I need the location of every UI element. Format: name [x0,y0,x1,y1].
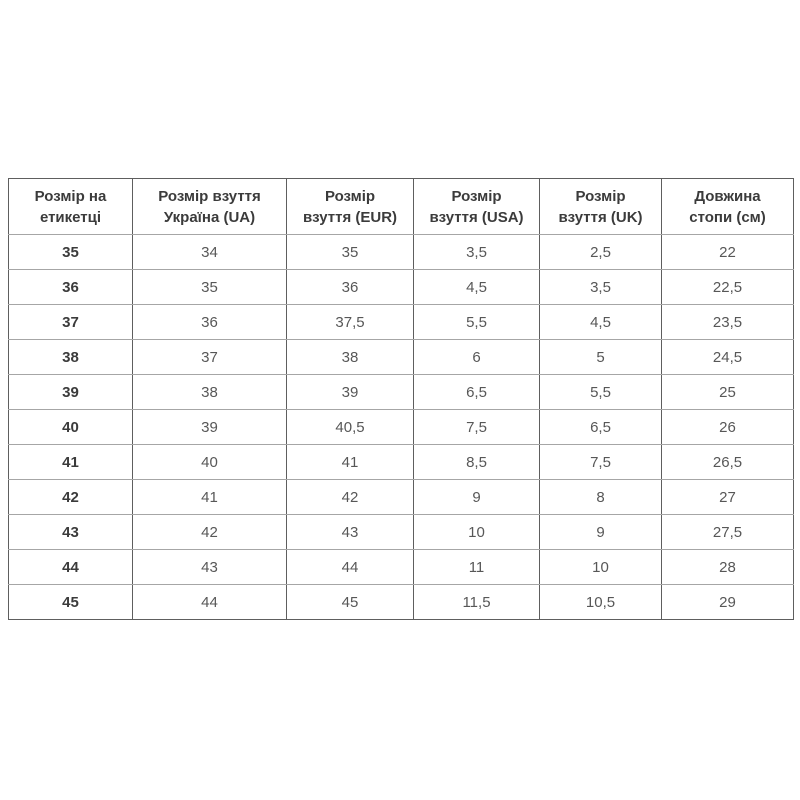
table-cell: 22,5 [662,270,794,305]
table-cell: 35 [133,270,287,305]
table-cell: 22 [662,235,794,270]
table-row [9,375,794,410]
table-cell: 39 [133,410,287,445]
table-cell: 43 [287,515,414,550]
table-cell: 10 [414,515,540,550]
table-cell: 42 [133,515,287,550]
table-body [9,235,794,620]
row-label-cell: 35 [9,235,133,270]
header-row [9,179,794,235]
table-row [9,550,794,585]
table-row [9,445,794,480]
table-cell: 27,5 [662,515,794,550]
table-row [9,235,794,270]
row-label-cell: 43 [9,515,133,550]
table-cell: 37 [133,340,287,375]
row-label-cell: 37 [9,305,133,340]
table-row [9,410,794,445]
table-cell: 34 [133,235,287,270]
table-cell: 41 [133,480,287,515]
row-label-cell: 45 [9,585,133,620]
table-cell: 35 [287,235,414,270]
table-cell: 39 [287,375,414,410]
table-cell: 8 [540,480,662,515]
header-line: взуття (USA) [429,208,524,226]
column-header-usa-size [414,179,540,235]
table-cell: 6,5 [414,375,540,410]
table-cell: 7,5 [540,445,662,480]
header-line: Розмір на [34,187,107,205]
table-cell: 29 [662,585,794,620]
column-header-ua-size [133,179,287,235]
table-cell: 2,5 [540,235,662,270]
header-line: Розмір взуття [158,187,261,205]
row-label-cell: 39 [9,375,133,410]
table-cell: 36 [133,305,287,340]
table-cell: 4,5 [414,270,540,305]
table-cell: 3,5 [414,235,540,270]
table-cell: 10 [540,550,662,585]
column-header-eur-size [287,179,414,235]
header-line: взуття (EUR) [302,208,398,226]
table-cell: 43 [133,550,287,585]
table-cell: 11,5 [414,585,540,620]
table-cell: 41 [287,445,414,480]
table-cell: 5,5 [540,375,662,410]
table-cell: 6 [414,340,540,375]
table-cell: 42 [287,480,414,515]
table-cell: 40,5 [287,410,414,445]
table-cell: 11 [414,550,540,585]
row-label-cell: 38 [9,340,133,375]
header-line: стопи (см) [689,208,766,226]
table-cell: 9 [540,515,662,550]
table-cell: 3,5 [540,270,662,305]
table-row [9,585,794,620]
table-cell: 26,5 [662,445,794,480]
header-line: Довжина [694,187,761,205]
header-line: Розмір [575,187,626,205]
column-header-uk-size [540,179,662,235]
table-cell: 9 [414,480,540,515]
table-cell: 27 [662,480,794,515]
table-cell: 5,5 [414,305,540,340]
table-cell: 45 [287,585,414,620]
row-label-cell: 40 [9,410,133,445]
table-cell: 38 [133,375,287,410]
table-row [9,305,794,340]
table-cell: 40 [133,445,287,480]
column-header-foot-length [662,179,794,235]
table-cell: 44 [133,585,287,620]
table-cell: 8,5 [414,445,540,480]
header-line: етикетці [39,208,102,226]
table-cell: 4,5 [540,305,662,340]
row-label-cell: 36 [9,270,133,305]
table-row [9,340,794,375]
table-cell: 38 [287,340,414,375]
header-line: Розмір [324,187,376,205]
header-line: Україна (UA) [163,208,256,226]
table-cell: 23,5 [662,305,794,340]
column-header-label-size [9,179,133,235]
table-cell: 7,5 [414,410,540,445]
table-cell: 10,5 [540,585,662,620]
table-cell: 26 [662,410,794,445]
table-row [9,270,794,305]
table-cell: 24,5 [662,340,794,375]
table-cell: 6,5 [540,410,662,445]
table-row [9,515,794,550]
table-cell: 36 [287,270,414,305]
table-cell: 28 [662,550,794,585]
table-cell: 44 [287,550,414,585]
row-label-cell: 44 [9,550,133,585]
table-cell: 5 [540,340,662,375]
shoe-size-conversion-table [8,178,794,620]
table-row [9,480,794,515]
row-label-cell: 41 [9,445,133,480]
table-cell: 37,5 [287,305,414,340]
header-line: Розмір [451,187,502,205]
header-line: взуття (UK) [558,208,643,226]
row-label-cell: 42 [9,480,133,515]
table-cell: 25 [662,375,794,410]
